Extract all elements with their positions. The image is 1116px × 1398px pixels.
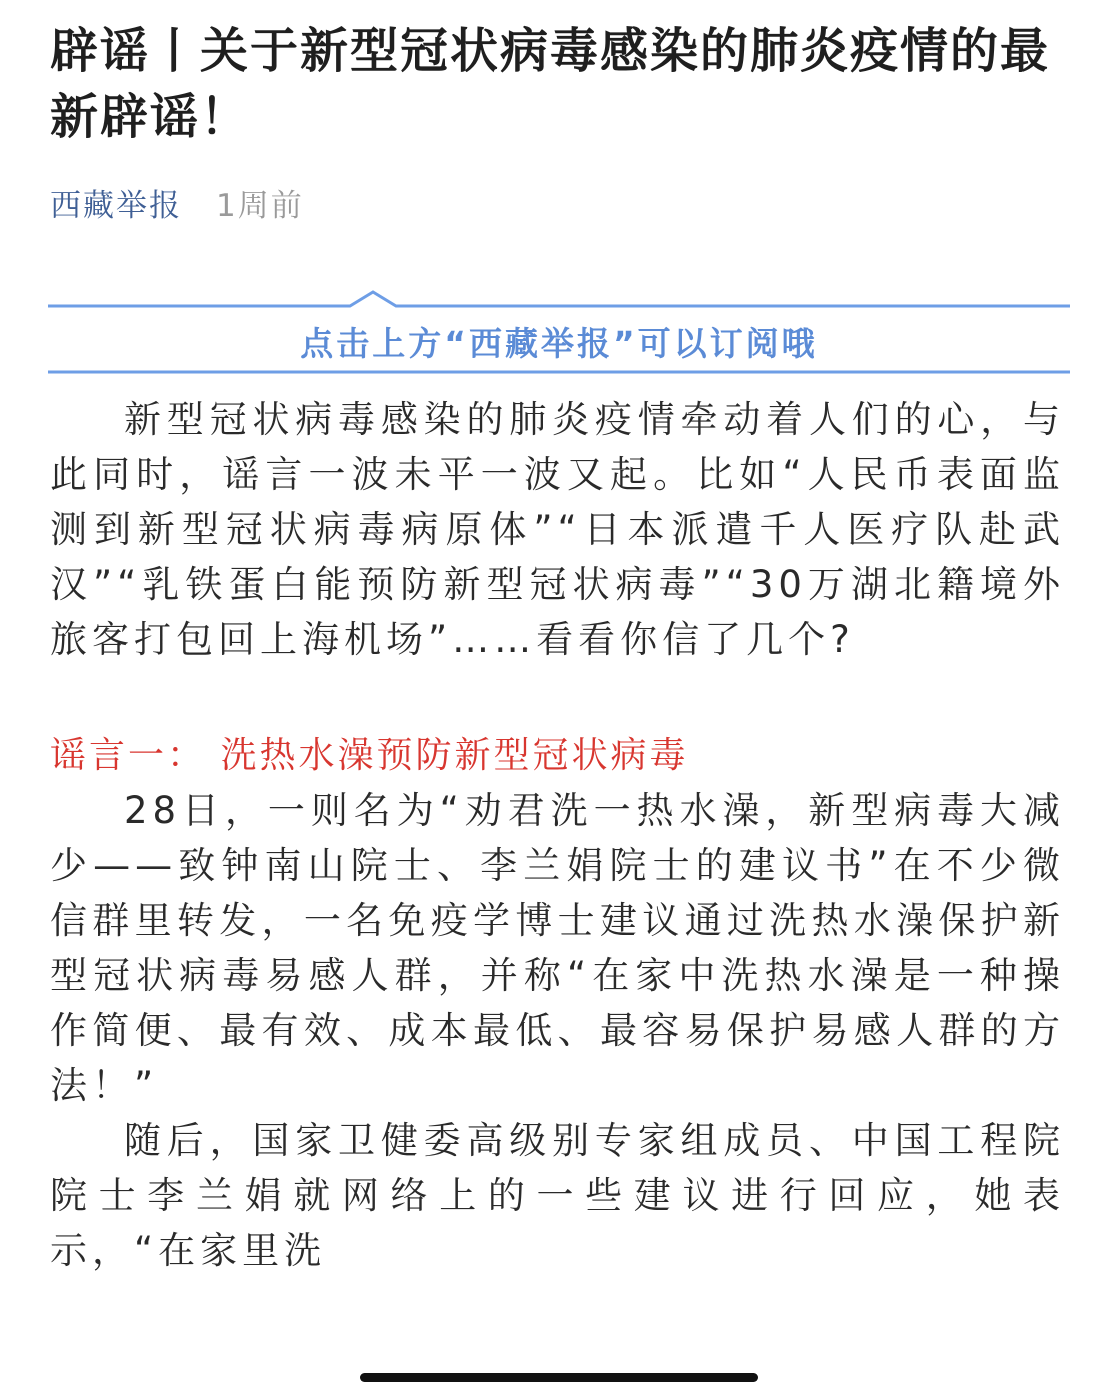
rumor-heading: 谣言一： 洗热水澡预防新型冠状病毒: [50, 735, 689, 776]
rumor-paragraph: 28日，一则名为“劝君洗一热水澡，新型病毒大减少——致钟南山院士、李兰娟院士的建议书”在不少微信群里转发，一名免疫学博士建议通过洗热水澡保护新型冠状病毒易感人群，并称“在家中洗热水澡是一种操作简便、最有效、成本最低、最容易保护易感人群的方法！”: [50, 789, 1065, 1107]
subscribe-banner[interactable]: [48, 288, 1070, 376]
article-meta: [50, 182, 1070, 222]
article-body: [50, 392, 1065, 1278]
article-header: [50, 18, 1070, 222]
rumor-paragraph-followup: 随后，国家卫健委高级别专家组成员、中国工程院院士李兰娟就网络上的一些建议进行回应，她表示，“在家里洗: [50, 1119, 1065, 1272]
subscribe-text[interactable]: 点击上方“西藏举报”可以订阅哦: [300, 324, 818, 363]
intro-paragraph: 新型冠状病毒感染的肺炎疫情牵动着人们的心，与此同时，谣言一波未平一波又起。比如“人民币表面监测到新型冠状病毒病原体”“日本派遣千人医疗队赴武汉”“乳铁蛋白能预防新型冠状病毒”“30万湖北籍境外旅客打包回上海机场”……看看你信了几个?: [50, 398, 1065, 661]
home-indicator[interactable]: [360, 1373, 758, 1382]
publish-time: 1周前: [216, 187, 304, 224]
article-title: 辟谣丨关于新型冠状病毒感染的肺炎疫情的最新辟谣！: [50, 23, 1051, 145]
author-link[interactable]: 西藏举报: [50, 187, 182, 224]
